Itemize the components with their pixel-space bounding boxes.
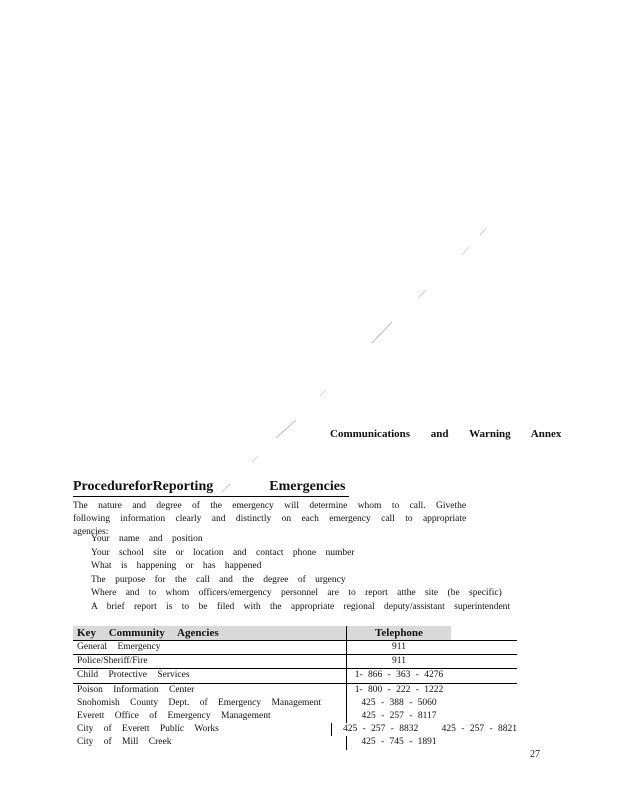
table-row [73,684,517,697]
agency-name: General Emergency [77,642,161,652]
list-item: Your name and position [91,534,203,544]
procedure-heading-part2: Emergencies [269,479,346,494]
section-title: Communications and Warning Annex [330,428,562,440]
list-item: Where and to whom officers/emergency personnel are to report atthe site (be specific) [91,588,502,598]
column-header-telephone: Telephone [346,626,451,640]
table-row [73,655,517,669]
agency-phone: 911 [346,641,451,654]
table-body [73,640,517,750]
table-header [73,626,517,640]
procedure-bullet-list [73,533,513,614]
procedure-heading-part1: ProcedureforReporting [73,479,214,494]
agency-phone: 425 - 388 - 5060 [346,697,451,710]
table-row [73,723,517,736]
page-number: 27 [530,749,540,760]
list-item: Your school site or location and contact phone number [91,547,355,558]
table-row [73,736,517,749]
list-item: The purpose for the call and the degree of urgency [91,574,346,585]
table-row [73,697,517,710]
agency-phone: 425 - 257 - 8832 [331,723,430,736]
agency-name: Poison Information Center [77,684,195,695]
table-row [73,710,517,723]
list-item: A brief report is to be filed with the appropriate regional deputy/assistant superintendent [91,601,511,612]
agency-phone: 425 - 745 - 1891 [346,736,451,749]
table-row [73,669,517,683]
procedure-intro: The nature and degree of the emergency will determine whom to call. Givethe following information clearly and distinctly on each emergency call to appropriate agencies: [73,501,467,537]
table-row [73,641,517,655]
agency-phone: 911 [346,655,451,668]
agency-table [73,626,517,750]
agency-name: City of Everett Public Works [77,724,219,735]
agency-name: Everett Office of Emergency Management [77,710,271,721]
agency-phone: 1- 866 - 363 - 4276 [346,669,451,682]
agency-name: Snohomish County Dept. of Emergency Management [77,697,322,708]
agency-name: City of Mill Creek [77,737,172,748]
column-header-agency: Key Community Agencies [73,626,346,640]
list-item: What is happening or has happened [91,561,262,571]
agency-phone: 425 - 257 - 8117 [346,710,451,723]
agency-name: Police/Sheriff/Fire [77,656,148,667]
agency-phone: 1- 800 - 222 - 1222 [346,684,451,697]
procedure-heading [73,479,349,497]
agency-name: Child Protective Services [77,670,190,681]
agency-phone-alt: 425 - 257 - 8821 [441,724,517,735]
